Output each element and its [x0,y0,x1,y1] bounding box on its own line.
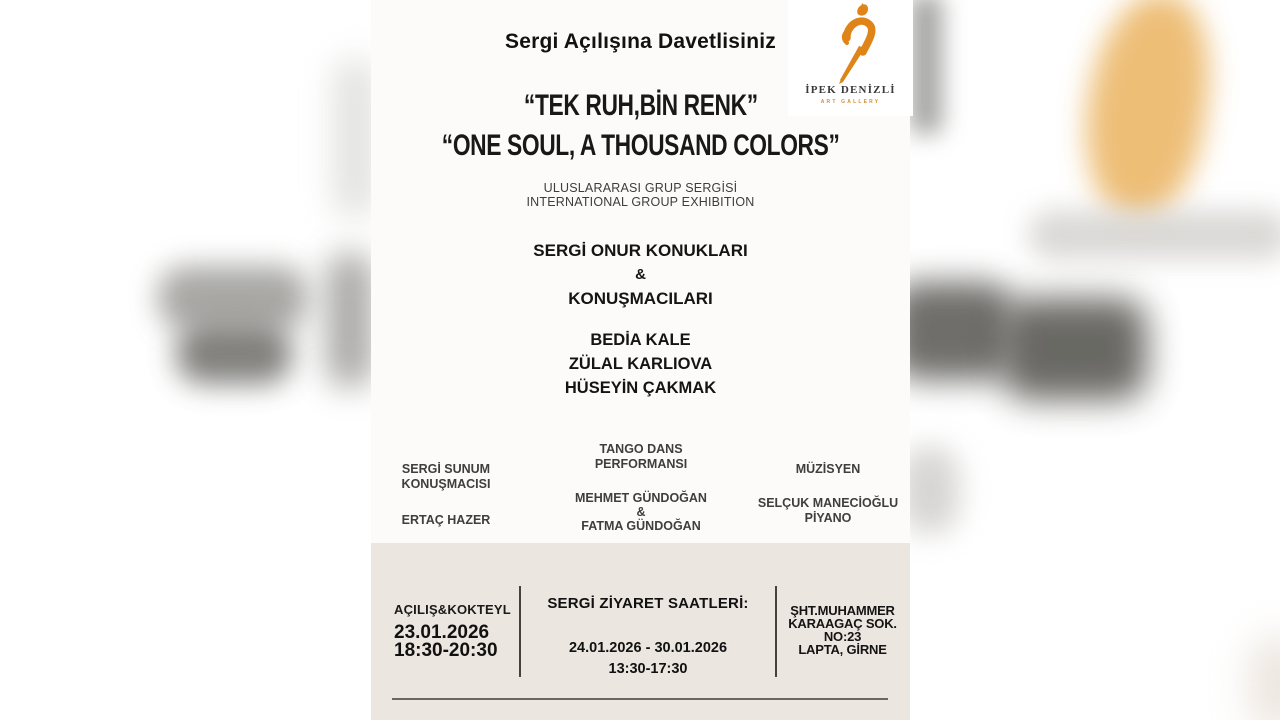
honor-guests-heading [371,239,910,311]
presenter-column [371,462,521,528]
invitation-poster [371,0,910,720]
honor-line2: KONUŞMACILARI [568,289,713,308]
gallery-name: İPEK DENİZLİ [805,84,896,96]
opening-date: 23.01.2026 [394,622,490,643]
visiting-times: 13:30-17:30 [608,661,688,677]
subtitle-turkish: ULUSLARARASI GRUP SERGİSİ [543,181,738,195]
blurred-background-blob [158,266,308,330]
honor-ampersand: & [635,266,646,283]
musician-role: MÜZİSYEN [795,462,861,476]
tango-dancer-2: FATMA GÜNDOĞAN [581,519,701,533]
blurred-background-blob [1028,210,1280,260]
blurred-background-blob [326,252,374,388]
blurred-background-blob [910,0,942,134]
musician-name: SELÇUK MANECİOĞLU [757,496,899,510]
musician-column [753,462,903,526]
opening-label: AÇILIŞ&KOKTEYL [394,602,511,617]
title-turkish: “TEK RUH,BİN RENK” [523,89,758,122]
visiting-hours-label: SERGİ ZİYARET SAATLERİ: [547,595,749,612]
presenter-role-line2: KONUŞMACISI [401,477,491,491]
tango-dancer-1: MEHMET GÜNDOĞAN [575,491,707,505]
subtitle-english: INTERNATIONAL GROUP EXHIBITION [526,195,755,209]
opening-time: 18:30-20:30 [394,640,498,661]
title-english: “ONE SOUL, A THOUSAND COLORS” [441,129,840,162]
guest-name: BEDİA KALE [590,331,691,349]
presenter-name: ERTAÇ HAZER [401,513,491,527]
invite-heading: Sergi Açılışına Davetlisiniz [505,30,776,53]
dancer-figure-icon [816,2,886,86]
tango-role-line2: PERFORMANSI [594,457,688,471]
visiting-hours-info [519,595,777,680]
visiting-dates: 24.01.2026 - 30.01.2026 [568,640,728,656]
footer-rule [392,698,888,700]
tango-column [551,442,731,533]
honor-line1: SERGİ ONUR KONUKLARI [533,241,748,260]
tango-role-line1: TANGO DANS [599,442,683,456]
musician-instrument: PİYANO [804,511,852,525]
presenter-role-line1: SERGİ SUNUM [401,462,491,476]
guest-name: HÜSEYİN ÇAKMAK [564,379,717,397]
gallery-tagline: ART GALLERY [820,99,881,105]
poster-footer [371,543,910,720]
opening-info [394,602,511,660]
guest-name-list [371,328,910,400]
gallery-logo [788,0,913,116]
blurred-background-blob [176,324,292,384]
blurred-background-blob [1248,636,1280,720]
blurred-background-blob [334,58,376,218]
address-line: ŞHT.MUHAMMER [790,603,895,618]
address-line: KARAAGAÇ SOK. [788,616,897,631]
exhibition-subtitle [371,181,910,209]
address-line: NO:23 [823,629,862,644]
tango-ampersand: & [636,505,646,519]
address-line: LAPTA, GİRNE [798,642,887,657]
address-info [775,604,910,656]
blurred-logo-figure [1075,0,1220,226]
blurred-background-blob [1002,298,1147,400]
guest-name: ZÜLAL KARLIOVA [568,355,713,373]
